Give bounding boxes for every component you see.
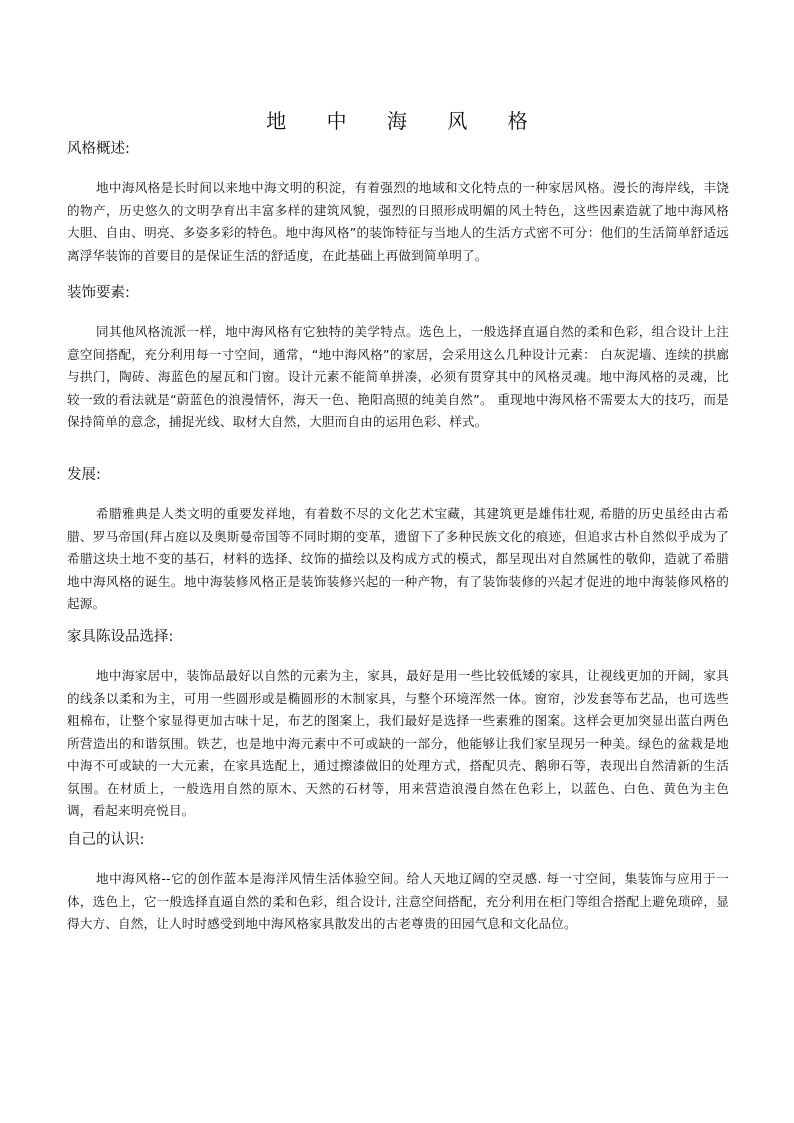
- section-personal-view: [67, 830, 729, 936]
- section-heading: 风格概述:: [67, 141, 130, 157]
- section-paragraph: 地中海家居中，装饰品最好以自然的元素为主，家具，最好是用一些比较低矮的家具，让视线更加的开阔，家具的线条以柔和为主，可用一些圆形或是椭圆形的木制家具，与整个环境浑然一体。窗帘，沙发套等布艺品，也可选些粗棉布，让整个家显得更加古味十足，布艺的图案上，我们最好是选择一些素雅的图案。这样会更加突显出蓝白两色所营造出的和谐氛围。铁艺，也是地中海元素中不可或缺的一部分，他能够让我们家呈现另一种美。绿色的盆栽是地中海不可或缺的一大元素，在家具选配上，通过擦漆做旧的处理方式，搭配贝壳、鹅卵石等，表现出自然清新的生活氛围。在材质上，一般选用自然的原木、天然的石材等，用来营造浪漫自然在色彩上，以蓝色、白色、黄色为主色调，看起来明亮悦目。: [67, 668, 729, 818]
- section-overview: [67, 139, 729, 267]
- section-heading: 发展:: [67, 467, 101, 483]
- section-paragraph: 希腊雅典是人类文明的重要发祥地，有着数不尽的文化艺术宝藏，其建筑更是雄伟壮观, 希腊的历史虽经由古希腊、罗马帝国(拜占庭以及奥斯曼帝国等不同时期的变革，遗留下了多种民族文化的痕迹，但追求古朴自然似乎成为了希腊这块土地不变的基石，材料的选择、纹饰的描绘以及构成方式的模式，都呈现出对自然属性的敬仰，造就了希腊地中海风格的诞生。地中海装修风格正是装饰装修兴起的一种产物，有了装饰装修的兴起才促进的地中海装修风格的起源。: [67, 506, 729, 611]
- section-paragraph: 地中海风格--它的创作蓝本是海洋风情生活体验空间。给人天地辽阔的空灵感. 每一寸空间，集装饰与应用于一体，选色上，它一般选择直逼自然的柔和色彩，组合设计, 注意空间搭配，充分利用在柜门等组合搭配上避免琐碎，显得大方、自然，让人时时感受到地中海风格家具散发出的古老尊贵的田园气息和文化品位。: [67, 871, 729, 931]
- section-paragraph: 地中海风格是长时间以来地中海文明的积淀，有着强烈的地域和文化特点的一种家居风格。漫长的海岸线，丰饶的物产，历史悠久的文明孕育出丰富多样的建筑风貌，强烈的日照形成明媚的风土特色，这些因素造就了地中海风格大胆、自由、明亮、多姿多彩的特色。地中海风格”的装饰特征与当地人的生活方式密不可分：他们的生活简单舒适远离浮华装饰的首要目的是保证生活的舒适度，在此基础上再做到简单明了。: [67, 180, 729, 263]
- page-title: 地 中 海 风 格: [266, 109, 545, 133]
- section-development: [67, 465, 729, 616]
- section-heading: 家具陈设品选择:: [67, 629, 174, 645]
- section-decoration: [67, 283, 729, 434]
- section-paragraph: 同其他风格流派一样，地中海风格有它独特的美学特点。选色上，一般选择直逼自然的柔和色彩，组合设计上注意空间搭配，充分利用每一寸空间，通常，“地中海风格”的家居，会采用这么几种设计元素： 白灰泥墙、连续的拱廊与拱门，陶砖、海蓝色的屋瓦和门窗。设计元素不能简单拼凑，必须有贯穿其中的风格灵魂。地中海风格的灵魂，比较一致的看法就是“蔚蓝色的浪漫情怀，海天一色、艳阳高照的纯美自然”。 重现地中海风格不需要太大的技巧，而是保持简单的意念，捕捉光线、取材大自然，大胆而自由的运用色彩、样式。: [67, 324, 729, 429]
- section-furniture: [67, 627, 729, 823]
- section-heading: 自己的认识:: [67, 832, 145, 848]
- section-heading: 装饰要素:: [67, 285, 130, 301]
